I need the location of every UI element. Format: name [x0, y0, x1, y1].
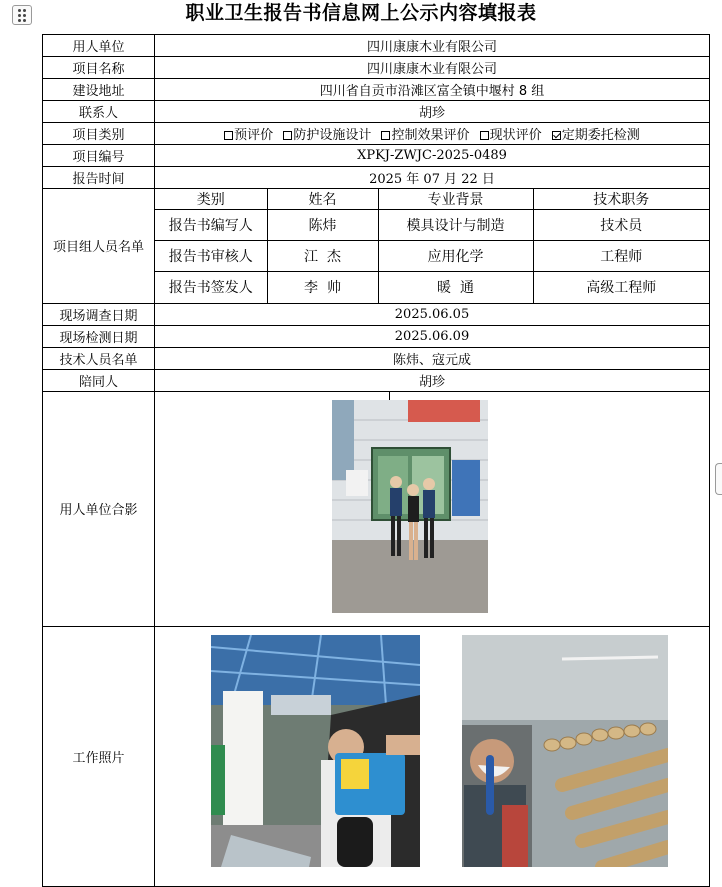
member-major: 模具设计与制造	[378, 210, 533, 241]
report-time-label: 报告时间	[43, 167, 155, 189]
row-address	[43, 79, 710, 101]
team-header-major: 专业背景	[378, 189, 533, 210]
contact-value: 胡珍	[155, 101, 710, 123]
member-role: 报告书审核人	[155, 241, 267, 272]
table-row	[155, 210, 709, 241]
address-value: 四川省自贡市沿滩区富全镇中堰村 8 组	[155, 79, 710, 101]
project-name-value: 四川康康木业有限公司	[155, 57, 710, 79]
member-name: 李 帅	[267, 272, 378, 303]
escort-label: 陪同人	[43, 369, 155, 391]
report-time-value: 2025 年 07 月 22 日	[155, 167, 710, 189]
group-photo-label: 用人单位合影	[43, 391, 155, 626]
project-no-label: 项目编号	[43, 145, 155, 167]
team-header-title: 技术职务	[533, 189, 709, 210]
table-row	[155, 272, 709, 303]
side-panel-handle[interactable]	[715, 463, 722, 495]
member-title: 技术员	[533, 210, 709, 241]
row-project-name	[43, 57, 710, 79]
member-role: 报告书签发人	[155, 272, 267, 303]
row-test-date	[43, 325, 710, 347]
option-control-effect[interactable]: 控制效果评价	[381, 124, 469, 143]
work-photos-label: 工作照片	[43, 626, 155, 886]
member-major: 暖 通	[378, 272, 533, 303]
team-label: 项目组人员名单	[43, 189, 155, 304]
contact-label: 联系人	[43, 101, 155, 123]
test-date-value: 2025.06.09	[155, 325, 710, 347]
option-status-evaluation[interactable]: 现状评价	[480, 124, 542, 143]
checkbox-icon[interactable]	[224, 131, 233, 140]
option-pre-evaluation[interactable]: 预评价	[224, 124, 273, 143]
employer-label: 用人单位	[43, 35, 155, 57]
row-team	[43, 189, 710, 304]
row-survey-date	[43, 303, 710, 325]
address-label: 建设地址	[43, 79, 155, 101]
row-project-no	[43, 145, 710, 167]
row-tech-staff	[43, 347, 710, 369]
row-project-type	[43, 123, 710, 145]
option-protection-design[interactable]: 防护设施设计	[283, 124, 371, 143]
member-major: 应用化学	[378, 241, 533, 272]
tech-staff-value: 陈炜、寇元成	[155, 347, 710, 369]
row-contact	[43, 101, 710, 123]
project-type-label: 项目类别	[43, 123, 155, 145]
row-employer	[43, 35, 710, 57]
member-name: 陈炜	[267, 210, 378, 241]
tech-staff-label: 技术人员名单	[43, 347, 155, 369]
work-photo-image	[211, 635, 420, 867]
group-photo-image	[332, 400, 488, 613]
checkbox-checked-icon[interactable]	[552, 131, 561, 140]
survey-date-label: 现场调查日期	[43, 303, 155, 325]
row-report-time	[43, 167, 710, 189]
team-header-name: 姓名	[267, 189, 378, 210]
team-table	[155, 189, 709, 303]
project-type-options	[155, 123, 710, 145]
member-role: 报告书编写人	[155, 210, 267, 241]
survey-date-value: 2025.06.05	[155, 303, 710, 325]
document-title: 职业卫生报告书信息网上公示内容填报表	[185, 2, 537, 24]
member-name: 江 杰	[267, 241, 378, 272]
checkbox-icon[interactable]	[283, 131, 292, 140]
test-date-label: 现场检测日期	[43, 325, 155, 347]
team-header-role: 类别	[155, 189, 267, 210]
checkbox-icon[interactable]	[381, 131, 390, 140]
team-cell	[155, 189, 710, 304]
project-no-value: XPKJ-ZWJC-2025-0489	[155, 145, 710, 167]
row-escort	[43, 369, 710, 391]
work-photo-image	[462, 635, 668, 867]
employer-value: 四川康康木业有限公司	[155, 35, 710, 57]
member-title: 工程师	[533, 241, 709, 272]
table-row	[155, 241, 709, 272]
option-periodic-testing[interactable]: 定期委托检测	[552, 124, 640, 143]
project-name-label: 项目名称	[43, 57, 155, 79]
escort-value: 胡珍	[155, 369, 710, 391]
checkbox-icon[interactable]	[480, 131, 489, 140]
member-title: 高级工程师	[533, 272, 709, 303]
team-header-row	[155, 189, 709, 210]
